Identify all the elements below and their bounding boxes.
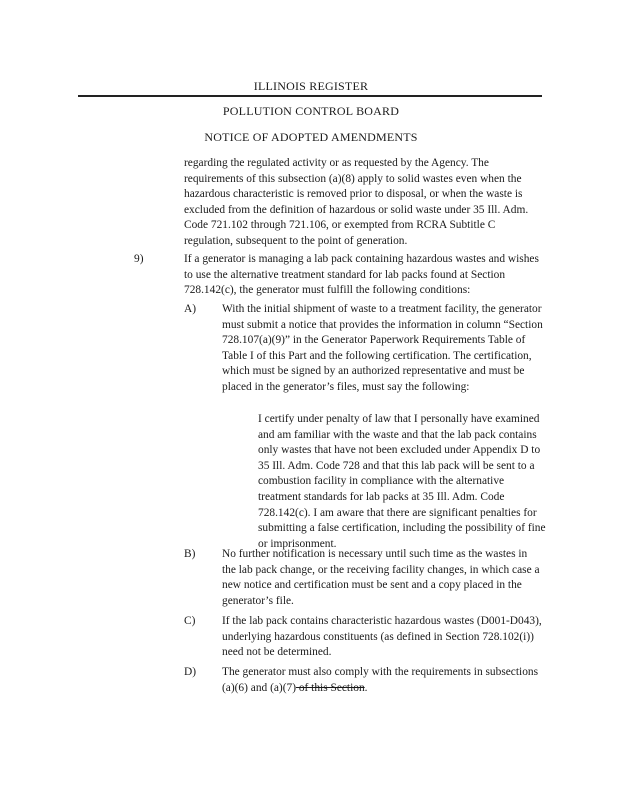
item-c-text: If the lab pack contains characteristic hazardous wastes (D001-D043), underlying hazardous constituents (as defined in Section 728.102(i)) need not be determined.	[222, 615, 542, 659]
register-title: ILLINOIS REGISTER	[253, 79, 369, 93]
item-d-paragraph	[222, 665, 544, 696]
header-rule	[78, 95, 542, 97]
notice-title: NOTICE OF ADOPTED AMENDMENTS	[204, 130, 418, 144]
item-d-struck-text: of this Section	[296, 681, 365, 694]
item-a-label: A)	[184, 303, 197, 315]
board-name: POLLUTION CONTROL BOARD	[222, 104, 400, 118]
item-c-label: C)	[184, 615, 196, 627]
item-b-text: No further notification is necessary until such time as the wastes in the lab pack change, or the receiving facility changes, in which case a new notice and certification must be sent and a copy placed in the generator’s file.	[222, 548, 540, 607]
item-d-label: D)	[184, 666, 197, 678]
item-9-text: If a generator is managing a lab pack containing hazardous wastes and wishes to use the alternative treatment standard for lab packs found at Section 728.142(c), the generator must fulfill the following conditions:	[184, 253, 539, 297]
item-a-text: With the initial shipment of waste to a treatment facility, the generator must submit a notice that provides the information in column “Section 728.107(a)(9)” in the Generator Paperwork Requirements Table of Table I of this Part and the following certification. The certification, which must be signed by an authorized representative and must be placed in the generator’s files, must say the following:	[222, 303, 543, 393]
item-d-end: .	[364, 681, 368, 694]
item-9-label: 9)	[134, 253, 144, 265]
certification-statement: I certify under penalty of law that I personally have examined and am familiar with the waste and that the lab pack contains only wastes that have not been excluded under Appendix D to 35 Ill. Adm. Code 728 and that this lab pack will be sent to a combustion facility in compliance with the alternative treatment standards for lab packs at 35 Ill. Adm. Code 728.142(c). I am aware that there are significant penalties for submitting a false certification, including the possibility of fine or imprisonment.	[258, 413, 546, 550]
item-b-label: B)	[184, 548, 196, 560]
item-d-text: The generator must also comply with the requirements in subsections (a)(6) and (a)(7)	[222, 666, 539, 694]
continuation-paragraph: regarding the regulated activity or as requested by the Agency. The requirements of this subsection (a)(8) apply to solid wastes even when the hazardous characteristic is removed prior to disposal, or when the waste is excluded from the definition of hazardous or solid waste under 35 Ill. Adm. Code 721.102 through 721.106, or exempted from RCRA Subtitle C regulation, subsequent to the point of generation.	[184, 157, 529, 247]
